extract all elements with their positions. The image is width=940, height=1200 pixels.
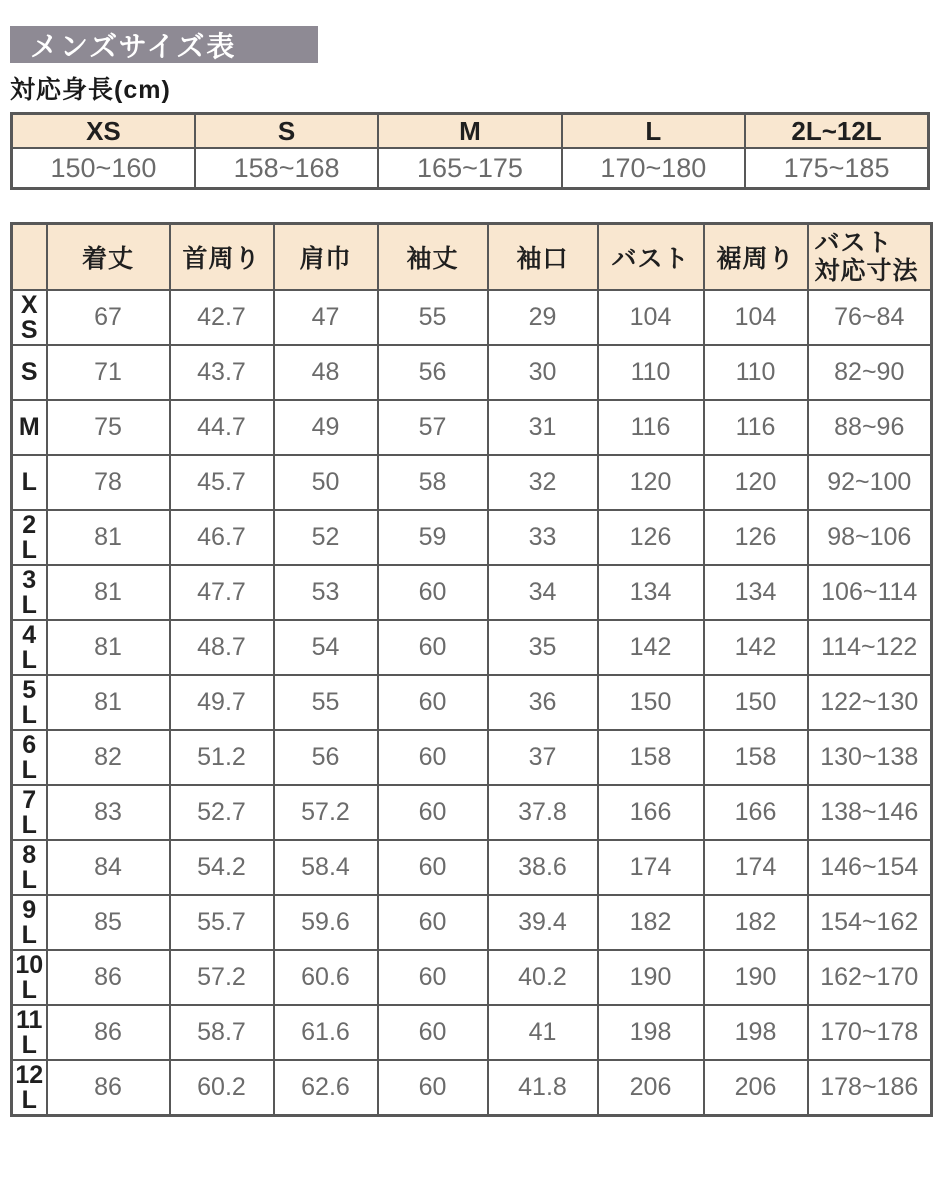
size-label: X S bbox=[12, 290, 47, 345]
measurement-cell: 126 bbox=[704, 510, 808, 565]
height-value-cell: 175~185 bbox=[745, 148, 928, 189]
measurement-cell: 49.7 bbox=[170, 675, 274, 730]
measurement-cell: 54 bbox=[274, 620, 378, 675]
measurement-cell: 170~178 bbox=[808, 1005, 932, 1060]
table-row bbox=[12, 620, 932, 675]
measurement-cell: 190 bbox=[598, 950, 704, 1005]
measurement-cell: 35 bbox=[488, 620, 598, 675]
measurement-cell: 86 bbox=[47, 950, 170, 1005]
measurement-cell: 60 bbox=[378, 1005, 488, 1060]
measurement-cell: 75 bbox=[47, 400, 170, 455]
measurement-cell: 92~100 bbox=[808, 455, 932, 510]
measurement-cell: 82~90 bbox=[808, 345, 932, 400]
size-column-header: バスト 対応寸法 bbox=[808, 224, 932, 291]
measurement-cell: 58 bbox=[378, 455, 488, 510]
table-row bbox=[12, 510, 932, 565]
measurement-cell: 60 bbox=[378, 565, 488, 620]
measurement-cell: 142 bbox=[704, 620, 808, 675]
measurement-cell: 55.7 bbox=[170, 895, 274, 950]
measurement-cell: 182 bbox=[598, 895, 704, 950]
height-section-label: 対応身長(cm) bbox=[10, 76, 171, 104]
measurement-cell: 182 bbox=[704, 895, 808, 950]
size-column-header: 袖丈 bbox=[378, 224, 488, 291]
measurement-cell: 198 bbox=[704, 1005, 808, 1060]
measurement-cell: 76~84 bbox=[808, 290, 932, 345]
measurement-cell: 150 bbox=[704, 675, 808, 730]
measurement-cell: 142 bbox=[598, 620, 704, 675]
measurement-cell: 81 bbox=[47, 565, 170, 620]
measurement-cell: 120 bbox=[704, 455, 808, 510]
measurement-cell: 47 bbox=[274, 290, 378, 345]
measurement-cell: 116 bbox=[704, 400, 808, 455]
measurement-cell: 48 bbox=[274, 345, 378, 400]
measurement-cell: 71 bbox=[47, 345, 170, 400]
measurement-cell: 83 bbox=[47, 785, 170, 840]
measurement-cell: 33 bbox=[488, 510, 598, 565]
measurement-cell: 41 bbox=[488, 1005, 598, 1060]
size-label: 10 L bbox=[12, 950, 47, 1005]
measurement-cell: 45.7 bbox=[170, 455, 274, 510]
measurement-cell: 48.7 bbox=[170, 620, 274, 675]
measurement-cell: 49 bbox=[274, 400, 378, 455]
size-label: 12 L bbox=[12, 1060, 47, 1116]
measurement-cell: 174 bbox=[598, 840, 704, 895]
measurement-cell: 53 bbox=[274, 565, 378, 620]
table-row bbox=[12, 1060, 932, 1116]
measurement-cell: 44.7 bbox=[170, 400, 274, 455]
measurement-cell: 81 bbox=[47, 510, 170, 565]
measurement-cell: 206 bbox=[704, 1060, 808, 1116]
measurement-cell: 51.2 bbox=[170, 730, 274, 785]
measurement-cell: 52 bbox=[274, 510, 378, 565]
height-column-header: M bbox=[378, 114, 561, 149]
height-column-header: 2L~12L bbox=[745, 114, 928, 149]
measurement-cell: 54.2 bbox=[170, 840, 274, 895]
table-row bbox=[12, 730, 932, 785]
measurement-cell: 30 bbox=[488, 345, 598, 400]
size-column-header: バスト bbox=[598, 224, 704, 291]
measurement-cell: 206 bbox=[598, 1060, 704, 1116]
measurement-cell: 55 bbox=[274, 675, 378, 730]
measurement-cell: 52.7 bbox=[170, 785, 274, 840]
measurement-cell: 110 bbox=[598, 345, 704, 400]
measurement-cell: 122~130 bbox=[808, 675, 932, 730]
measurement-cell: 85 bbox=[47, 895, 170, 950]
size-table bbox=[10, 222, 933, 1117]
height-table-value-row bbox=[12, 148, 929, 189]
measurement-cell: 166 bbox=[704, 785, 808, 840]
measurement-cell: 38.6 bbox=[488, 840, 598, 895]
measurement-cell: 150 bbox=[598, 675, 704, 730]
size-table-header-row bbox=[12, 224, 932, 291]
size-label: 11 L bbox=[12, 1005, 47, 1060]
size-label: 2 L bbox=[12, 510, 47, 565]
measurement-cell: 57.2 bbox=[170, 950, 274, 1005]
size-label: 6 L bbox=[12, 730, 47, 785]
table-row bbox=[12, 455, 932, 510]
measurement-cell: 198 bbox=[598, 1005, 704, 1060]
measurement-cell: 81 bbox=[47, 675, 170, 730]
measurement-cell: 56 bbox=[274, 730, 378, 785]
measurement-cell: 82 bbox=[47, 730, 170, 785]
measurement-cell: 60 bbox=[378, 950, 488, 1005]
size-label: 3 L bbox=[12, 565, 47, 620]
measurement-cell: 98~106 bbox=[808, 510, 932, 565]
size-column-header: 肩巾 bbox=[274, 224, 378, 291]
table-row bbox=[12, 675, 932, 730]
page-title-bar bbox=[10, 26, 318, 63]
measurement-cell: 104 bbox=[598, 290, 704, 345]
measurement-cell: 57.2 bbox=[274, 785, 378, 840]
size-label: 9 L bbox=[12, 895, 47, 950]
size-column-header: 裾周り bbox=[704, 224, 808, 291]
measurement-cell: 60.6 bbox=[274, 950, 378, 1005]
measurement-cell: 41.8 bbox=[488, 1060, 598, 1116]
measurement-cell: 166 bbox=[598, 785, 704, 840]
height-value-cell: 165~175 bbox=[378, 148, 561, 189]
table-row bbox=[12, 565, 932, 620]
size-label: S bbox=[12, 345, 47, 400]
size-column-header: 袖口 bbox=[488, 224, 598, 291]
size-table-body bbox=[12, 290, 932, 1116]
height-value-cell: 158~168 bbox=[195, 148, 378, 189]
measurement-cell: 178~186 bbox=[808, 1060, 932, 1116]
measurement-cell: 134 bbox=[598, 565, 704, 620]
table-row bbox=[12, 1005, 932, 1060]
measurement-cell: 32 bbox=[488, 455, 598, 510]
size-label: M bbox=[12, 400, 47, 455]
measurement-cell: 56 bbox=[378, 345, 488, 400]
measurement-cell: 114~122 bbox=[808, 620, 932, 675]
measurement-cell: 158 bbox=[598, 730, 704, 785]
measurement-cell: 106~114 bbox=[808, 565, 932, 620]
measurement-cell: 190 bbox=[704, 950, 808, 1005]
table-row bbox=[12, 895, 932, 950]
measurement-cell: 110 bbox=[704, 345, 808, 400]
measurement-cell: 158 bbox=[704, 730, 808, 785]
measurement-cell: 31 bbox=[488, 400, 598, 455]
measurement-cell: 88~96 bbox=[808, 400, 932, 455]
measurement-cell: 60 bbox=[378, 620, 488, 675]
measurement-cell: 67 bbox=[47, 290, 170, 345]
measurement-cell: 37.8 bbox=[488, 785, 598, 840]
measurement-cell: 86 bbox=[47, 1060, 170, 1116]
measurement-cell: 60 bbox=[378, 675, 488, 730]
table-row bbox=[12, 400, 932, 455]
measurement-cell: 120 bbox=[598, 455, 704, 510]
measurement-cell: 42.7 bbox=[170, 290, 274, 345]
measurement-cell: 134 bbox=[704, 565, 808, 620]
table-row bbox=[12, 345, 932, 400]
measurement-cell: 60 bbox=[378, 895, 488, 950]
measurement-cell: 104 bbox=[704, 290, 808, 345]
measurement-cell: 154~162 bbox=[808, 895, 932, 950]
measurement-cell: 174 bbox=[704, 840, 808, 895]
measurement-cell: 40.2 bbox=[488, 950, 598, 1005]
measurement-cell: 39.4 bbox=[488, 895, 598, 950]
measurement-cell: 43.7 bbox=[170, 345, 274, 400]
table-row bbox=[12, 840, 932, 895]
height-table bbox=[10, 112, 930, 190]
size-column-header: 着丈 bbox=[47, 224, 170, 291]
size-label: 8 L bbox=[12, 840, 47, 895]
measurement-cell: 50 bbox=[274, 455, 378, 510]
measurement-cell: 138~146 bbox=[808, 785, 932, 840]
measurement-cell: 84 bbox=[47, 840, 170, 895]
corner-cell bbox=[12, 224, 47, 291]
measurement-cell: 60 bbox=[378, 785, 488, 840]
height-value-cell: 150~160 bbox=[12, 148, 195, 189]
measurement-cell: 81 bbox=[47, 620, 170, 675]
page-title: メンズサイズ表 bbox=[30, 30, 237, 62]
measurement-cell: 86 bbox=[47, 1005, 170, 1060]
measurement-cell: 62.6 bbox=[274, 1060, 378, 1116]
measurement-cell: 59.6 bbox=[274, 895, 378, 950]
measurement-cell: 116 bbox=[598, 400, 704, 455]
table-row bbox=[12, 950, 932, 1005]
height-value-cell: 170~180 bbox=[562, 148, 745, 189]
measurement-cell: 60.2 bbox=[170, 1060, 274, 1116]
height-column-header: XS bbox=[12, 114, 195, 149]
measurement-cell: 59 bbox=[378, 510, 488, 565]
measurement-cell: 130~138 bbox=[808, 730, 932, 785]
measurement-cell: 126 bbox=[598, 510, 704, 565]
table-row bbox=[12, 785, 932, 840]
measurement-cell: 60 bbox=[378, 730, 488, 785]
table-row bbox=[12, 290, 932, 345]
measurement-cell: 55 bbox=[378, 290, 488, 345]
height-table-header-row bbox=[12, 114, 929, 149]
height-column-header: L bbox=[562, 114, 745, 149]
measurement-cell: 146~154 bbox=[808, 840, 932, 895]
height-column-header: S bbox=[195, 114, 378, 149]
measurement-cell: 57 bbox=[378, 400, 488, 455]
measurement-cell: 60 bbox=[378, 1060, 488, 1116]
measurement-cell: 58.7 bbox=[170, 1005, 274, 1060]
measurement-cell: 36 bbox=[488, 675, 598, 730]
measurement-cell: 37 bbox=[488, 730, 598, 785]
measurement-cell: 46.7 bbox=[170, 510, 274, 565]
measurement-cell: 61.6 bbox=[274, 1005, 378, 1060]
measurement-cell: 162~170 bbox=[808, 950, 932, 1005]
size-label: 5 L bbox=[12, 675, 47, 730]
measurement-cell: 29 bbox=[488, 290, 598, 345]
measurement-cell: 34 bbox=[488, 565, 598, 620]
size-label: 7 L bbox=[12, 785, 47, 840]
measurement-cell: 58.4 bbox=[274, 840, 378, 895]
measurement-cell: 47.7 bbox=[170, 565, 274, 620]
measurement-cell: 78 bbox=[47, 455, 170, 510]
size-column-header: 首周り bbox=[170, 224, 274, 291]
size-label: L bbox=[12, 455, 47, 510]
measurement-cell: 60 bbox=[378, 840, 488, 895]
size-label: 4 L bbox=[12, 620, 47, 675]
